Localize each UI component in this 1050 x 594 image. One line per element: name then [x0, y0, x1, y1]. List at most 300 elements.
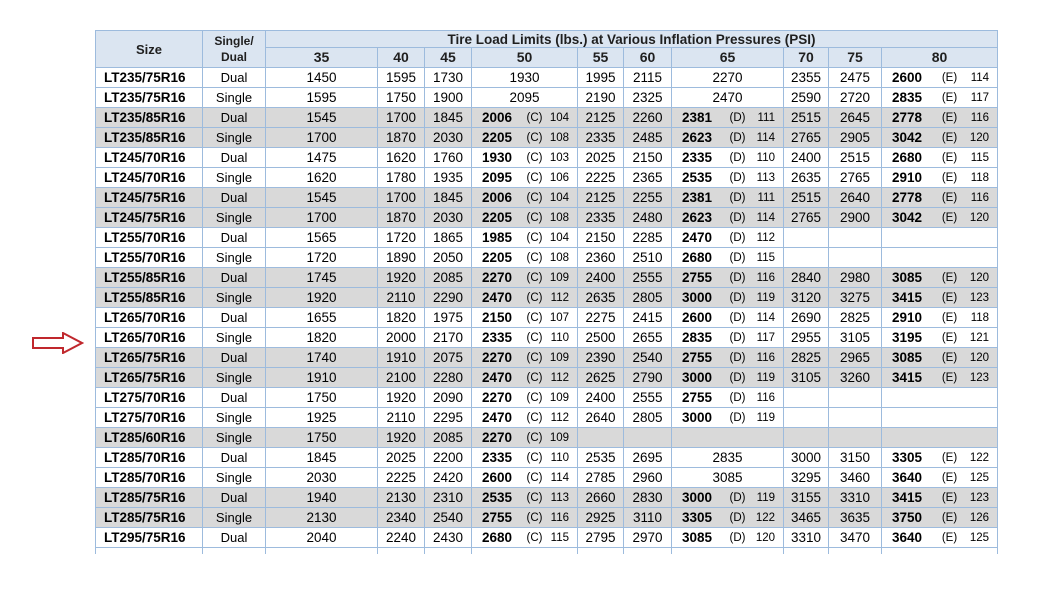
- tire-size: LT295/75R16: [96, 528, 203, 548]
- empty-cell: [784, 548, 829, 555]
- load-index: 123: [969, 491, 990, 504]
- load-cell-50: [472, 368, 578, 388]
- load-cell-55: 2640: [578, 408, 624, 428]
- load-cell-45: 1975: [425, 308, 472, 328]
- load-index: 104: [549, 111, 569, 124]
- load-cell-60: 2555: [624, 388, 672, 408]
- load-cell-45: 2280: [425, 368, 472, 388]
- load-cell-35: 1545: [266, 188, 378, 208]
- load-cell-55: 2275: [578, 308, 624, 328]
- load-cell-65: [672, 208, 784, 228]
- load-range: (C): [526, 171, 543, 184]
- size-header: Size: [96, 31, 203, 68]
- load-cell-55: 2125: [578, 188, 624, 208]
- load-cell-60: 2510: [624, 248, 672, 268]
- load-range: (C): [526, 391, 543, 404]
- load-value: 2150: [482, 310, 513, 325]
- load-cell-40: 2110: [378, 288, 425, 308]
- load-cell-70: 2690: [784, 308, 829, 328]
- load-cell-35: 1475: [266, 148, 378, 168]
- load-cell-55: 2635: [578, 288, 624, 308]
- load-cell-50: [472, 348, 578, 368]
- load-cell-60: 2260: [624, 108, 672, 128]
- load-cell-35: 1655: [266, 308, 378, 328]
- table-row: [96, 348, 998, 368]
- table-row: [96, 168, 998, 188]
- load-cell-50: [472, 468, 578, 488]
- load-cell-65: [672, 408, 784, 428]
- psi-header-55: 55: [578, 48, 624, 68]
- load-cell-40: 1920: [378, 388, 425, 408]
- load-range: (D): [729, 491, 746, 504]
- load-cell-70: 3000: [784, 448, 829, 468]
- load-value: 2680: [682, 250, 713, 265]
- psi-header-60: 60: [624, 48, 672, 68]
- load-cell-75: [829, 428, 882, 448]
- load-cell-80: [882, 488, 998, 508]
- load-cell-70: 2590: [784, 88, 829, 108]
- empty-cell: [624, 548, 672, 555]
- load-index: 120: [969, 351, 990, 364]
- psi-header-50: 50: [472, 48, 578, 68]
- load-cell-50: [472, 508, 578, 528]
- load-value: 2270: [482, 270, 513, 285]
- load-cell-80: [882, 68, 998, 88]
- load-range: (C): [526, 491, 543, 504]
- load-cell-45: 2540: [425, 508, 472, 528]
- load-cell-80: [882, 88, 998, 108]
- load-range: (E): [941, 71, 958, 84]
- load-cell-45: 2290: [425, 288, 472, 308]
- load-cell-55: 2535: [578, 448, 624, 468]
- load-index: 119: [756, 291, 775, 304]
- load-cell-80: [882, 248, 998, 268]
- load-value: 2470: [482, 370, 513, 385]
- tire-size: LT255/70R16: [96, 228, 203, 248]
- single-dual: Single: [203, 408, 266, 428]
- load-cell-60: 2540: [624, 348, 672, 368]
- load-cell-80: [882, 208, 998, 228]
- tire-load-table: [95, 30, 998, 554]
- load-cell-40: 1890: [378, 248, 425, 268]
- load-value: 2470: [482, 290, 513, 305]
- load-cell-55: 2390: [578, 348, 624, 368]
- load-cell-80: [882, 128, 998, 148]
- single-dual: Dual: [203, 108, 266, 128]
- load-cell-70: 2765: [784, 208, 829, 228]
- load-cell-50: [472, 268, 578, 288]
- load-range: (E): [941, 171, 958, 184]
- load-cell-40: 2110: [378, 408, 425, 428]
- load-cell-40: 2225: [378, 468, 425, 488]
- load-cell-40: 1920: [378, 428, 425, 448]
- load-cell-70: 2825: [784, 348, 829, 368]
- load-range: (D): [729, 411, 746, 424]
- load-value: 2335: [482, 450, 513, 465]
- load-range: (D): [729, 511, 746, 524]
- table-row: [96, 248, 998, 268]
- load-range: (E): [941, 531, 958, 544]
- load-index: 111: [757, 111, 775, 124]
- load-cell-70: [784, 428, 829, 448]
- load-value: 3085: [682, 530, 713, 545]
- load-value: 2755: [682, 390, 713, 405]
- load-cell-50: [472, 248, 578, 268]
- load-cell-75: 3150: [829, 448, 882, 468]
- load-index: 114: [756, 211, 775, 224]
- load-range: (C): [526, 511, 543, 524]
- load-range: (E): [941, 491, 958, 504]
- load-cell-60: 2115: [624, 68, 672, 88]
- load-range: (D): [729, 211, 746, 224]
- load-cell-60: 3110: [624, 508, 672, 528]
- load-index: 109: [549, 351, 569, 364]
- load-range: (C): [526, 351, 543, 364]
- table-row: [96, 68, 998, 88]
- tire-size: LT265/70R16: [96, 328, 203, 348]
- load-index: 110: [550, 451, 569, 464]
- single-dual: Single: [203, 508, 266, 528]
- load-value: 2535: [482, 490, 513, 505]
- load-cell-75: 2905: [829, 128, 882, 148]
- load-cell-65: [672, 148, 784, 168]
- load-cell-50: [472, 488, 578, 508]
- load-range: (C): [526, 231, 543, 244]
- load-range: (C): [526, 411, 543, 424]
- load-range: (E): [941, 311, 958, 324]
- load-index: 119: [756, 411, 775, 424]
- load-cell-80: [882, 308, 998, 328]
- load-cell-35: 1820: [266, 328, 378, 348]
- load-cell-55: 2125: [578, 108, 624, 128]
- load-cell-45: 2170: [425, 328, 472, 348]
- load-cell-60: 2480: [624, 208, 672, 228]
- load-range: (D): [729, 171, 746, 184]
- empty-cell: [672, 548, 784, 555]
- table-row: [96, 468, 998, 488]
- single-dual: Dual: [203, 188, 266, 208]
- tire-size: LT265/75R16: [96, 368, 203, 388]
- load-cell-45: 1865: [425, 228, 472, 248]
- load-cell-35: 1910: [266, 368, 378, 388]
- load-cell-80: [882, 188, 998, 208]
- load-index: 120: [969, 271, 990, 284]
- load-value: 2835: [712, 450, 743, 465]
- load-index: 108: [549, 131, 569, 144]
- load-cell-55: 2190: [578, 88, 624, 108]
- load-range: (E): [941, 191, 958, 204]
- load-index: 123: [969, 371, 990, 384]
- load-index: 125: [969, 471, 990, 484]
- empty-cell: [266, 548, 378, 555]
- load-cell-70: 2955: [784, 328, 829, 348]
- load-range: (D): [729, 311, 746, 324]
- load-cell-65: [672, 468, 784, 488]
- empty-cell: [472, 548, 578, 555]
- load-value: 2381: [682, 190, 713, 205]
- load-cell-65: [672, 108, 784, 128]
- load-cell-50: [472, 388, 578, 408]
- load-value: 2470: [682, 230, 713, 245]
- load-cell-65: [672, 88, 784, 108]
- load-cell-40: 1595: [378, 68, 425, 88]
- load-cell-35: 1920: [266, 288, 378, 308]
- load-index: 115: [550, 531, 569, 544]
- tire-size: LT275/70R16: [96, 388, 203, 408]
- load-cell-45: 2030: [425, 208, 472, 228]
- load-index: 116: [550, 511, 569, 524]
- psi-header-40: 40: [378, 48, 425, 68]
- load-cell-40: 2000: [378, 328, 425, 348]
- load-value: 2755: [682, 350, 713, 365]
- empty-cell: [203, 548, 266, 555]
- load-cell-70: 2515: [784, 188, 829, 208]
- load-cell-40: 2100: [378, 368, 425, 388]
- load-range: (D): [729, 531, 746, 544]
- load-value: 3415: [892, 290, 923, 305]
- table-row: [96, 508, 998, 528]
- load-cell-60: 2960: [624, 468, 672, 488]
- load-range: (D): [729, 111, 746, 124]
- load-cell-80: [882, 468, 998, 488]
- load-cell-40: 1870: [378, 128, 425, 148]
- load-cell-45: 2085: [425, 268, 472, 288]
- load-range: (C): [526, 451, 543, 464]
- load-index: 104: [549, 231, 569, 244]
- table-row: [96, 528, 998, 548]
- load-cell-65: [672, 248, 784, 268]
- load-range: (D): [729, 391, 746, 404]
- psi-header-70: 70: [784, 48, 829, 68]
- table-row: [96, 488, 998, 508]
- psi-header-65: 65: [672, 48, 784, 68]
- load-index: 115: [756, 251, 775, 264]
- load-cell-55: 2925: [578, 508, 624, 528]
- load-value: 2910: [892, 310, 923, 325]
- load-cell-55: 2660: [578, 488, 624, 508]
- load-cell-80: [882, 148, 998, 168]
- load-cell-80: [882, 528, 998, 548]
- load-cell-65: [672, 488, 784, 508]
- load-cell-75: 3460: [829, 468, 882, 488]
- load-value: 2755: [482, 510, 513, 525]
- empty-cell: [378, 548, 425, 555]
- load-cell-75: 2720: [829, 88, 882, 108]
- single-dual: Dual: [203, 488, 266, 508]
- load-value: 2095: [509, 90, 540, 105]
- load-value: 2680: [482, 530, 513, 545]
- load-range: (D): [729, 151, 746, 164]
- load-cell-75: 3105: [829, 328, 882, 348]
- tire-size: LT285/75R16: [96, 488, 203, 508]
- load-index: 117: [970, 91, 990, 104]
- single-dual: Single: [203, 468, 266, 488]
- load-range: (E): [941, 211, 958, 224]
- load-value: 2270: [482, 430, 513, 445]
- tire-size: LT245/70R16: [96, 168, 203, 188]
- load-cell-40: 1620: [378, 148, 425, 168]
- load-range: (E): [941, 111, 958, 124]
- load-index: 125: [969, 531, 990, 544]
- table-row: [96, 188, 998, 208]
- table-row: [96, 408, 998, 428]
- load-cell-35: 1720: [266, 248, 378, 268]
- load-value: 3042: [892, 210, 923, 225]
- load-index: 110: [756, 151, 775, 164]
- load-cell-80: [882, 428, 998, 448]
- load-index: 107: [549, 311, 569, 324]
- load-value: 3305: [682, 510, 713, 525]
- load-cell-40: 1700: [378, 108, 425, 128]
- load-cell-70: 3105: [784, 368, 829, 388]
- load-index: 114: [970, 71, 990, 84]
- load-cell-65: [672, 368, 784, 388]
- single-dual: Dual: [203, 388, 266, 408]
- load-cell-35: 2130: [266, 508, 378, 528]
- load-index: 119: [756, 491, 775, 504]
- load-cell-55: 2025: [578, 148, 624, 168]
- load-value: 3415: [892, 490, 923, 505]
- load-cell-70: 2355: [784, 68, 829, 88]
- load-cell-60: 2415: [624, 308, 672, 328]
- tire-size: LT255/85R16: [96, 288, 203, 308]
- load-value: 3415: [892, 370, 923, 385]
- single-dual: Dual: [203, 148, 266, 168]
- load-cell-35: 1925: [266, 408, 378, 428]
- empty-cell: [578, 548, 624, 555]
- load-cell-60: 2285: [624, 228, 672, 248]
- tire-size: LT245/75R16: [96, 188, 203, 208]
- load-value: 2270: [482, 390, 513, 405]
- load-value: 3085: [892, 350, 923, 365]
- load-cell-55: 1995: [578, 68, 624, 88]
- load-range: (C): [526, 151, 543, 164]
- load-cell-35: 1620: [266, 168, 378, 188]
- table-row: [96, 88, 998, 108]
- load-index: 114: [756, 131, 775, 144]
- empty-cell: [882, 548, 998, 555]
- empty-cell: [829, 548, 882, 555]
- load-range: (C): [526, 251, 543, 264]
- tire-size: LT245/75R16: [96, 208, 203, 228]
- load-cell-55: 2625: [578, 368, 624, 388]
- load-cell-55: 2360: [578, 248, 624, 268]
- load-index: 110: [550, 331, 569, 344]
- load-value: 2835: [892, 90, 923, 105]
- load-cell-40: 1720: [378, 228, 425, 248]
- load-value: 3195: [892, 330, 923, 345]
- load-cell-40: 1780: [378, 168, 425, 188]
- load-cell-75: 3635: [829, 508, 882, 528]
- load-cell-40: 2130: [378, 488, 425, 508]
- load-value: 2600: [682, 310, 713, 325]
- single-dual: Single: [203, 288, 266, 308]
- load-cell-50: [472, 448, 578, 468]
- load-value: 3000: [682, 370, 713, 385]
- load-cell-35: 1700: [266, 128, 378, 148]
- load-range: (C): [526, 331, 543, 344]
- load-value: 2623: [682, 130, 713, 145]
- load-index: 114: [550, 471, 569, 484]
- load-cell-40: 2240: [378, 528, 425, 548]
- load-value: 3750: [892, 510, 923, 525]
- load-cell-35: 1565: [266, 228, 378, 248]
- load-range: (E): [941, 511, 958, 524]
- load-cell-70: 3155: [784, 488, 829, 508]
- load-index: 109: [549, 431, 569, 444]
- load-value: 2778: [892, 190, 923, 205]
- load-cell-45: 2430: [425, 528, 472, 548]
- load-cell-65: [672, 348, 784, 368]
- load-range: (D): [729, 291, 746, 304]
- load-index: 115: [970, 151, 990, 164]
- load-index: 119: [756, 371, 775, 384]
- table-title: Tire Load Limits (lbs.) at Various Inflation Pressures (PSI): [266, 31, 998, 48]
- load-index: 118: [970, 311, 990, 324]
- load-range: (C): [526, 471, 543, 484]
- load-range: (D): [729, 271, 746, 284]
- load-cell-60: 2325: [624, 88, 672, 108]
- load-cell-70: [784, 408, 829, 428]
- load-value: 2910: [892, 170, 923, 185]
- load-cell-65: [672, 128, 784, 148]
- load-value: 2006: [482, 190, 513, 205]
- load-value: 2623: [682, 210, 713, 225]
- load-value: 2006: [482, 110, 513, 125]
- single-dual: Dual: [203, 268, 266, 288]
- tire-size: LT275/70R16: [96, 408, 203, 428]
- load-cell-70: 2840: [784, 268, 829, 288]
- load-cell-35: 2030: [266, 468, 378, 488]
- single-dual: Single: [203, 128, 266, 148]
- load-cell-80: [882, 288, 998, 308]
- single-dual: Single: [203, 88, 266, 108]
- tire-size: LT235/75R16: [96, 88, 203, 108]
- load-index: 112: [756, 231, 775, 244]
- table-row: [96, 448, 998, 468]
- load-range: (D): [729, 131, 746, 144]
- load-cell-70: 3120: [784, 288, 829, 308]
- load-cell-75: [829, 248, 882, 268]
- load-index: 113: [756, 171, 775, 184]
- load-cell-60: 2790: [624, 368, 672, 388]
- load-cell-60: 2830: [624, 488, 672, 508]
- empty-cell: [425, 548, 472, 555]
- load-cell-75: 3260: [829, 368, 882, 388]
- table-row: [96, 428, 998, 448]
- load-value: 2205: [482, 250, 513, 265]
- load-range: (E): [941, 471, 958, 484]
- load-cell-75: 2980: [829, 268, 882, 288]
- load-cell-65: [672, 308, 784, 328]
- load-cell-35: 1745: [266, 268, 378, 288]
- load-index: 120: [755, 531, 775, 544]
- load-cell-65: [672, 288, 784, 308]
- load-cell-65: [672, 68, 784, 88]
- load-cell-80: [882, 268, 998, 288]
- table-row: [96, 268, 998, 288]
- load-cell-60: 2805: [624, 408, 672, 428]
- single-dual: Dual: [203, 448, 266, 468]
- load-cell-70: [784, 388, 829, 408]
- load-cell-80: [882, 368, 998, 388]
- load-cell-45: 1845: [425, 188, 472, 208]
- load-cell-75: [829, 388, 882, 408]
- load-cell-65: [672, 168, 784, 188]
- load-index: 109: [549, 271, 569, 284]
- table-row: [96, 148, 998, 168]
- load-cell-45: 1935: [425, 168, 472, 188]
